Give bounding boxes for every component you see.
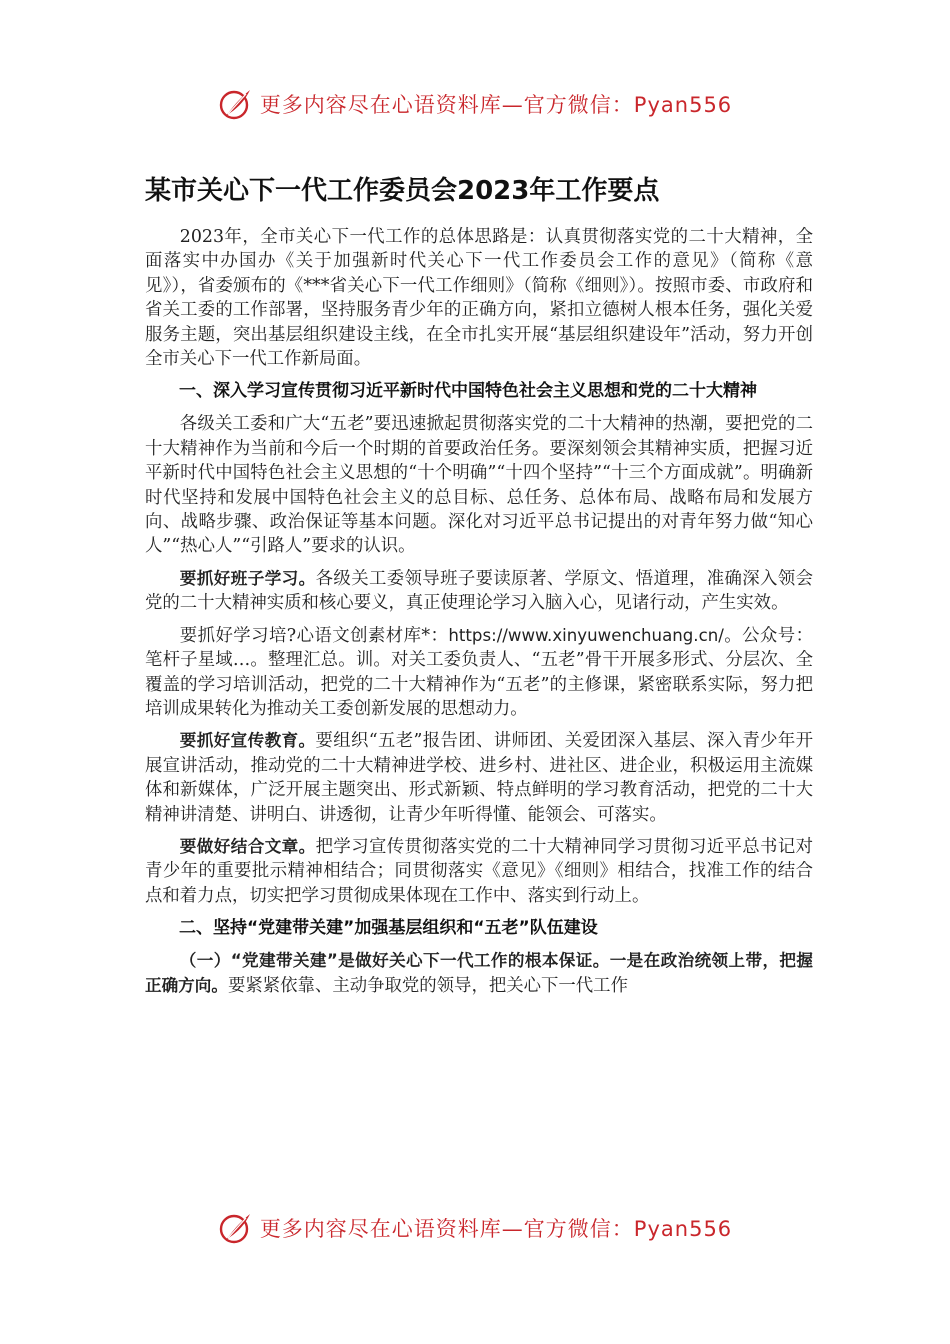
section-1-body: 各级关工委和广大“五老”要迅速掀起贯彻落实党的二十大精神的热潮，要把党的二十大精神作为当前和今后一个时期的首要政治任务。要深刻领会其精神实质，把握习近平新时代中国特色社会主义思想的“十个明确”“十四个坚持”“十三个方面成就”。明确新时代坚持和发展中国特色社会主义的总目标、总任务、总体布局、战略布局和发展方向、战略步骤、政治保证等基本问题。深化对习近平总书记提出的对青年努力做“知心人”“热心人”“引路人”要求的认识。 xyxy=(145,414,813,557)
quill-logo-icon xyxy=(218,1210,254,1246)
paragraph-lead: （一）“党建带关建”是做好关心下一代工作的根本保证。一是在政治统领上带，把握正确方向。 xyxy=(145,951,813,995)
quill-logo-icon xyxy=(218,86,254,122)
paragraph-body: 。公众号：笔杆子星域…。整理汇总。训。对关工委负责人、“五老”骨干开展多形式、分层次、全覆盖的学习培训活动，把党的二十大精神作为“五老”的主修课，紧密联系实际，努力把培训成果转化为推动关工委创新发展的思想动力。 xyxy=(145,625,813,719)
section-1-paragraph-3 xyxy=(145,624,813,722)
section-2-paragraph-1 xyxy=(145,949,813,998)
watermark-text: 更多内容尽在心语资料库—官方微信：Pyan556 xyxy=(259,93,733,117)
document-title: 某市关心下一代工作委员会2023年工作要点 xyxy=(145,176,660,206)
intro-paragraph: 2023年，全市关心下一代工作的总体思路是：认真贯彻落实党的二十大精神，全面落实中办国办《关于加强新时代关心下一代工作委员会工作的意见》（简称《意见》），省委颁布的《***省关心下一代工作细则》（简称《细则》）。按照市委、市政府和省关工委的工作部署，坚持服务青少年的正确方向，紧扣立德树人根本任务，强化关爱服务主题，突出基层组织建设主线，在全市扎实开展“基层组织建设年”活动，努力开创全市关心下一代工作新局面。 xyxy=(145,227,813,370)
section-1-heading: 一、深入学习宣传贯彻习近平新时代中国特色社会主义思想和党的二十大精神 xyxy=(179,381,757,402)
paragraph-body: 要组织“五老”报告团、讲师团、关爱团深入基层、深入青少年开展宣讲活动，推动党的二十大精神进学校、进乡村、进社区、进企业，积极运用主流媒体和新媒体，广泛开展主题突出、形式新颖、特点鲜明的学习教育活动，把党的二十大精神讲清楚、讲明白、讲透彻，让青少年听得懂、能领会、可落实。 xyxy=(145,731,813,825)
paragraph-body: 把学习宣传贯彻落实党的二十大精神同学习贯彻习近平总书记对青少年的重要批示精神相结合；同贯彻落实《意见》《细则》相结合，找准工作的结合点和着力点，切实把学习贯彻成果体现在工作中、落实到行动上。 xyxy=(145,836,813,906)
watermark-text: 更多内容尽在心语资料库—官方微信：Pyan556 xyxy=(259,1217,733,1241)
paragraph-body: 各级关工委领导班子要读原著、学原文、悟道理，准确深入领会党的二十大精神实质和核心要义，真正使理论学习入脑入心，见诸行动，产生实效。 xyxy=(145,568,813,614)
section-1-paragraph-5 xyxy=(145,835,813,908)
website-link[interactable]: https://www.xinyuwenchuang.cn/ xyxy=(448,625,724,645)
paragraph-body: 要紧紧依靠、主动争取党的领导，把关心下一代工作 xyxy=(227,975,628,996)
section-1-paragraph-4 xyxy=(145,729,813,827)
paragraph-lead: 要抓好班子学习。 xyxy=(179,568,316,588)
paragraph-lead: 要抓好宣传教育。 xyxy=(179,731,316,751)
section-2-heading: 二、坚持“党建带关建”加强基层组织和“五老”队伍建设 xyxy=(179,918,598,939)
watermark-banner-bottom xyxy=(0,1208,950,1248)
watermark-banner-top xyxy=(0,84,950,124)
paragraph-start: 要抓好学习培?心语文创素材库*： xyxy=(179,625,449,646)
paragraph-lead: 要做好结合文章。 xyxy=(179,836,316,856)
section-1-paragraph-2 xyxy=(145,567,813,616)
document-page xyxy=(145,170,813,1006)
